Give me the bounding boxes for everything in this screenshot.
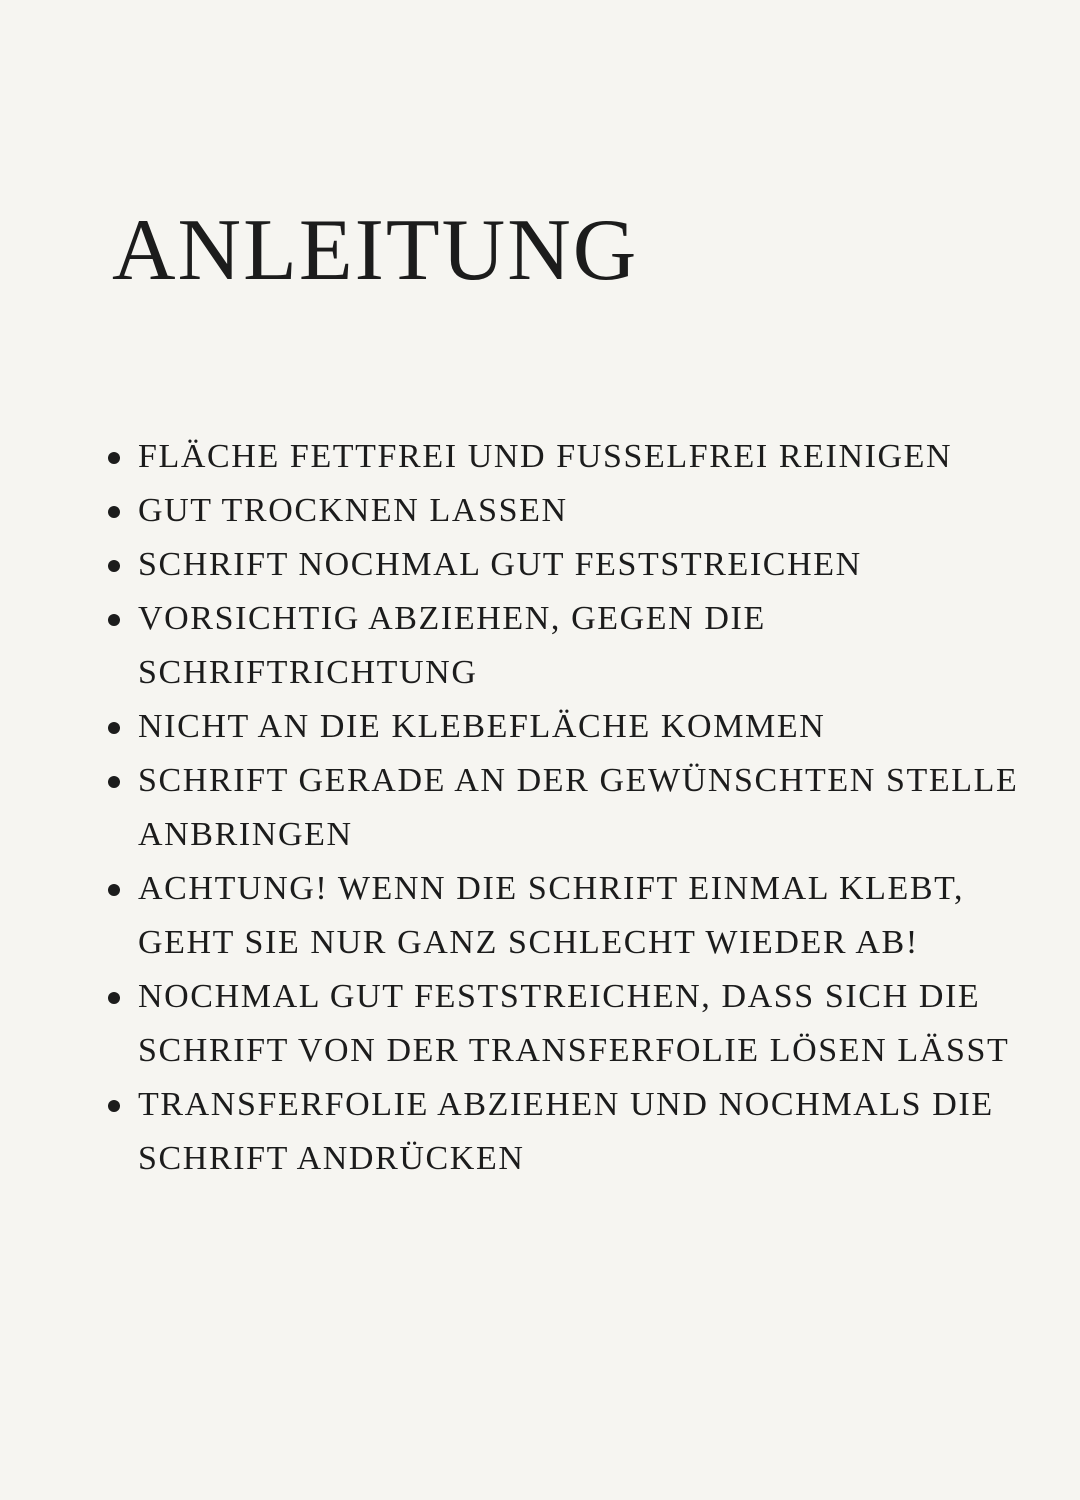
bullet-icon bbox=[108, 1100, 120, 1112]
list-item bbox=[108, 862, 1038, 970]
instruction-list bbox=[108, 430, 1038, 1186]
list-item-text: FLÄCHE FETTFREI UND FUSSELFREI REINIGEN bbox=[138, 438, 953, 475]
list-item-text: SCHRIFT GERADE AN DER GEWÜNSCHTEN STELLE ANBRINGEN bbox=[138, 762, 1019, 853]
list-item bbox=[108, 970, 1038, 1078]
bullet-icon bbox=[108, 884, 120, 896]
list-item-text: GUT TROCKNEN LASSEN bbox=[138, 492, 568, 529]
list-item-text: VORSICHTIG ABZIEHEN, GEGEN DIE SCHRIFTRICHTUNG bbox=[138, 600, 766, 691]
list-item bbox=[108, 430, 1038, 484]
list-item bbox=[108, 754, 1038, 862]
list-item bbox=[108, 592, 1038, 700]
bullet-icon bbox=[108, 992, 120, 1004]
bullet-icon bbox=[108, 506, 120, 518]
list-item bbox=[108, 700, 1038, 754]
list-item-text: TRANSFERFOLIE ABZIEHEN UND NOCHMALS DIE SCHRIFT ANDRÜCKEN bbox=[138, 1086, 994, 1177]
list-item bbox=[108, 538, 1038, 592]
bullet-icon bbox=[108, 560, 120, 572]
bullet-icon bbox=[108, 452, 120, 464]
page-title: ANLEITUNG bbox=[112, 202, 639, 299]
bullet-icon bbox=[108, 776, 120, 788]
list-item-text: SCHRIFT NOCHMAL GUT FESTSTREICHEN bbox=[138, 546, 862, 583]
list-item bbox=[108, 1078, 1038, 1186]
bullet-icon bbox=[108, 722, 120, 734]
list-item-text: NOCHMAL GUT FESTSTREICHEN, DASS SICH DIE SCHRIFT VON DER TRANSFERFOLIE LÖSEN LÄSST bbox=[138, 978, 1010, 1069]
list-item bbox=[108, 484, 1038, 538]
bullet-icon bbox=[108, 614, 120, 626]
list-item-text: ACHTUNG! WENN DIE SCHRIFT EINMAL KLEBT, GEHT SIE NUR GANZ SCHLECHT WIEDER AB! bbox=[138, 870, 965, 961]
list-item-text: NICHT AN DIE KLEBEFLÄCHE KOMMEN bbox=[138, 708, 826, 745]
